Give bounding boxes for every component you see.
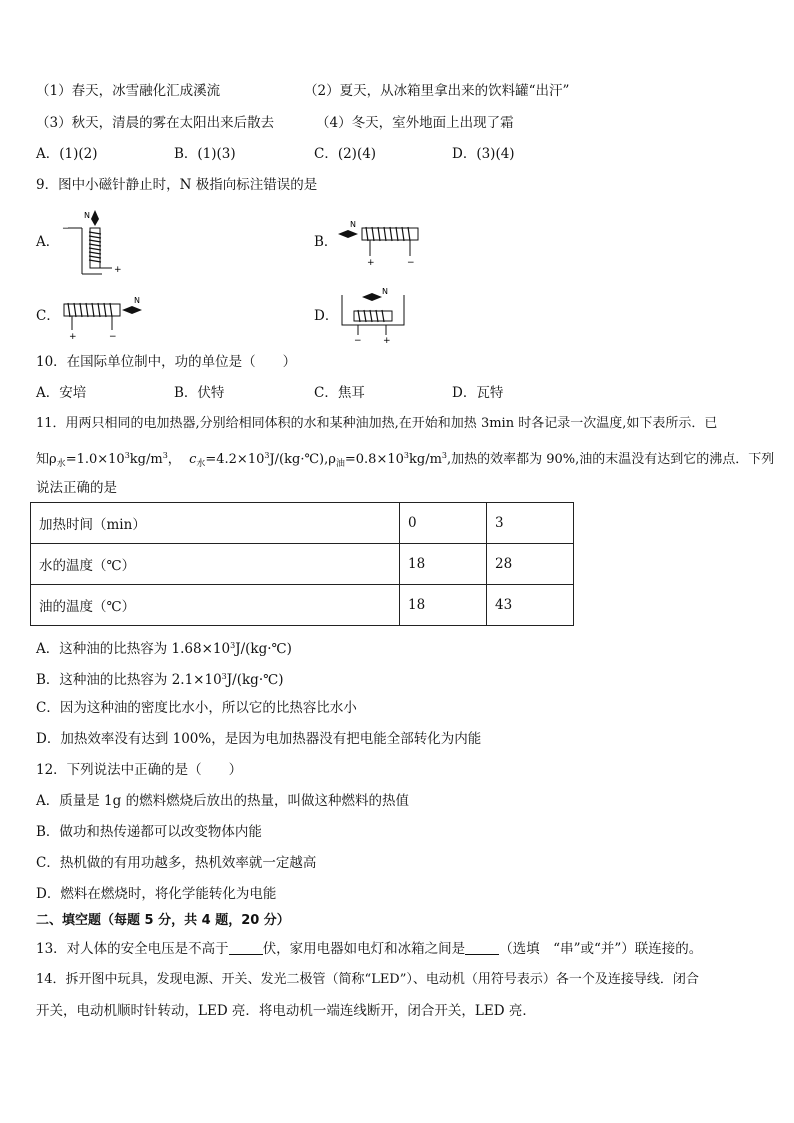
table-cell: 18 xyxy=(400,585,487,626)
q11-option-b: B．这种油的比热容为 $2.1\times 10^3J/(kg\cdot℃)$ xyxy=(36,672,284,688)
compass-needle-icon xyxy=(362,293,382,301)
q10-choice-b: B．伏特 xyxy=(174,385,225,401)
q9-label-a: A． xyxy=(36,234,60,250)
minus-terminal: − xyxy=(109,332,117,342)
q11-option-a: A．这种油的比热容为 $1.68\times 10^3J/(kg\cdot℃)$ xyxy=(36,641,292,657)
compass-needle-icon xyxy=(338,230,358,238)
north-pole-label: N xyxy=(350,220,356,229)
q9-stem: 9．图中小磁针静止时，N 极指向标注错误的是 xyxy=(36,177,318,193)
q12-option-d: D．燃料在燃烧时，将化学能转化为电能 xyxy=(36,886,277,902)
q9-figure-a xyxy=(60,208,130,276)
q9-figure-c xyxy=(60,292,150,342)
q8-option-1: （1）春天，冰雪融化汇成溪流 xyxy=(36,83,221,99)
q8-option-3: （3）秋天，清晨的雾在太阳出来后散去 xyxy=(36,115,275,131)
q10-choice-c: C．焦耳 xyxy=(314,385,365,401)
table-cell: 43 xyxy=(487,585,574,626)
q12-option-a: A．质量是 1g 的燃料燃烧后放出的热量，叫做这种燃料的热值 xyxy=(36,793,410,809)
q8-option-4: （4）冬天，室外地面上出现了霜 xyxy=(316,115,514,131)
q9-label-b: B． xyxy=(314,234,338,250)
q8-choice-b: B．(1)(3) xyxy=(174,146,236,162)
q10-stem: 10．在国际单位制中，功的单位是（ ） xyxy=(36,354,297,370)
north-pole-label: N xyxy=(134,296,140,305)
minus-terminal: − xyxy=(62,224,70,234)
q10-choice-a: A．安培 xyxy=(36,385,87,401)
q12-option-b: B．做功和热传递都可以改变物体内能 xyxy=(36,824,262,840)
q8-choice-c: C．(2)(4) xyxy=(314,146,377,162)
q14-stem-line1: 14．拆开图中玩具，发现电源、开关、发光二极管（简称“LED”）、电动机（用符号表示）各一个及连接导线．闭合 xyxy=(36,972,699,987)
q11-stem-line1: 11．用两只相同的电加热器,分别给相同体积的水和某种油加热,在开始和加热 3min 时各记录一次温度,如下表所示．已 xyxy=(36,416,718,431)
compass-needle-icon xyxy=(91,210,99,226)
plus-terminal: + xyxy=(383,336,391,345)
q9-label-c: C． xyxy=(36,308,60,324)
table-cell: 油的温度（℃） xyxy=(31,585,400,626)
table-cell: 18 xyxy=(400,544,487,585)
q11-option-d: D．加热效率没有达到 100%，是因为电加热器没有把电能全部转化为内能 xyxy=(36,731,482,747)
q13-stem: 13．对人体的安全电压是不高于 伏，家用电器如电灯和冰箱之间是 （选填 “串”或“并”）联连接的。 xyxy=(36,941,703,957)
table-cell: 28 xyxy=(487,544,574,585)
q11-stem-line3: 说法正确的是 xyxy=(36,480,117,496)
q9-label-d: D． xyxy=(314,308,339,324)
table-cell: 0 xyxy=(400,503,487,544)
table-row xyxy=(31,503,574,544)
table-cell: 3 xyxy=(487,503,574,544)
q11-stem-line2: 知$\rho_水=1.0\times 10^3kg/m^3$， $c_水=4.2\times 10^3J/(kg\cdot℃),\rho_油=0.8\times 10^3kg/m^3$,加热的效率都为 90%,油的末温没有达到它的沸点．下列 xyxy=(36,451,775,469)
north-pole-label: N xyxy=(382,287,388,296)
answer-blank[interactable] xyxy=(229,940,263,955)
minus-terminal: − xyxy=(354,336,362,345)
q11-data-table xyxy=(30,502,574,626)
plus-terminal: + xyxy=(367,258,375,268)
q8-choice-a: A．(1)(2) xyxy=(36,146,98,162)
compass-needle-icon xyxy=(122,306,142,314)
plus-terminal: + xyxy=(69,332,77,342)
q9-figure-b xyxy=(336,218,426,268)
table-cell: 加热时间（min） xyxy=(31,503,400,544)
north-pole-label: N xyxy=(84,211,90,220)
q9-figure-d xyxy=(338,285,410,345)
plus-terminal: + xyxy=(114,265,122,275)
minus-terminal: − xyxy=(407,258,415,268)
q8-option-2: （2）夏天，从冰箱里拿出来的饮料罐“出汗” xyxy=(304,83,570,99)
table-row xyxy=(31,585,574,626)
q8-choice-d: D．(3)(4) xyxy=(452,146,515,162)
q12-option-c: C．热机做的有用功越多，热机效率就一定越高 xyxy=(36,855,317,871)
q11-option-c: C．因为这种油的密度比水小，所以它的比热容比水小 xyxy=(36,700,357,716)
q14-stem-line2: 开关，电动机顺时针转动，LED 亮．将电动机一端连线断开，闭合开关，LED 亮． xyxy=(36,1003,536,1019)
q10-choice-d: D．瓦特 xyxy=(452,385,504,401)
answer-blank[interactable] xyxy=(465,940,499,955)
section-heading: 二、填空题（每题 5 分，共 4 题，20 分） xyxy=(36,913,290,928)
q12-stem: 12．下列说法中正确的是（ ） xyxy=(36,762,243,778)
table-cell: 水的温度（℃） xyxy=(31,544,400,585)
table-row xyxy=(31,544,574,585)
